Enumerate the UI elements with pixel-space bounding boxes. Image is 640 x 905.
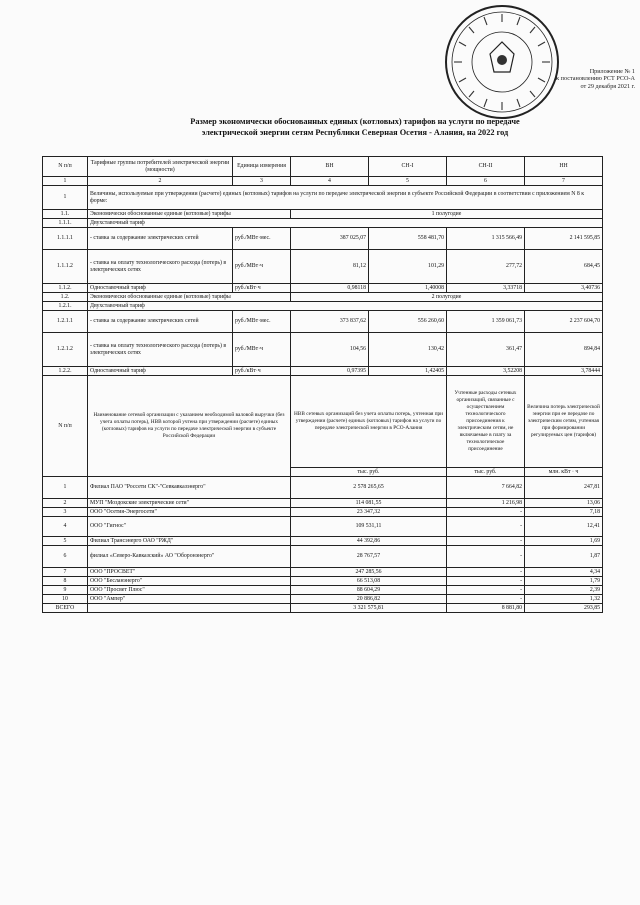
- org-losses: 1,79: [525, 577, 603, 586]
- total-row: [43, 604, 603, 613]
- index-row: [43, 177, 603, 186]
- official-seal: [442, 2, 562, 122]
- row-num: 1.1.2.: [43, 284, 88, 293]
- row-label: Двухставочный тариф: [88, 302, 603, 311]
- title-line-1: Размер экономически обоснованных единых (котловых) тарифов на услуги по передаче: [190, 117, 520, 126]
- header-sn1: СН-I: [369, 157, 447, 177]
- row-label: Одноставочный тариф: [88, 284, 233, 293]
- row-label: - ставка на оплату технологического расхода (потерь) в электрических сетях: [88, 333, 233, 367]
- index-cell: 3: [233, 177, 291, 186]
- value-cell: 3,40736: [525, 284, 603, 293]
- org-num: 3: [43, 508, 88, 517]
- org-nvv: 247 285,56: [291, 568, 447, 577]
- org-expenses: -: [447, 537, 525, 546]
- org-losses: 2,39: [525, 586, 603, 595]
- nvv-expense-header: Учтенные расходы сетевых организаций, связанные с осуществлением технологического присоединения к электрическим сетям, не включаемые в плату за технологическое присоединение: [447, 376, 525, 468]
- org-losses: 1,69: [525, 537, 603, 546]
- row-num: 1.2.1.2: [43, 333, 88, 367]
- value-cell: 101,29: [369, 250, 447, 284]
- section-text: Величины, используемые при утверждении (расчете) единых (котловых) тарифов на услуги по передаче электрической энергии в субъекте Российской Федерации в соответствии с приложением N 8 к форме:: [88, 186, 603, 210]
- value-cell: 1 315 566,49: [447, 228, 525, 250]
- row-label: - ставка за содержание электрических сетей: [88, 311, 233, 333]
- org-num: 6: [43, 546, 88, 568]
- org-expenses: -: [447, 517, 525, 537]
- h1-row: [43, 250, 603, 284]
- org-expenses: -: [447, 508, 525, 517]
- row-num: 1.2.1.: [43, 302, 88, 311]
- org-num: 7: [43, 568, 88, 577]
- org-expenses: 1 216,98: [447, 499, 525, 508]
- title-line-2: электрической энергии сетям Республики Северная Осетия - Алания, на 2022 год: [201, 128, 509, 137]
- org-row: [43, 568, 603, 577]
- org-num: 4: [43, 517, 88, 537]
- row-num: 1.2.: [43, 293, 88, 302]
- value-cell: 1,40008: [369, 284, 447, 293]
- org-nvv: 114 081,55: [291, 499, 447, 508]
- value-cell: 387 025,07: [291, 228, 369, 250]
- org-name: ООО "ПРОСВЕТ": [88, 568, 291, 577]
- nvv-header-row: [43, 376, 603, 468]
- org-losses: 13,06: [525, 499, 603, 508]
- row-unit: руб./кВт·ч: [233, 367, 291, 376]
- index-cell: 1: [43, 177, 88, 186]
- org-losses: 1,32: [525, 595, 603, 604]
- index-cell: 7: [525, 177, 603, 186]
- h1-row: [43, 228, 603, 250]
- value-cell: 81,12: [291, 250, 369, 284]
- nvv-org-header: Наименование сетевой организации с указанием необходимой валовой выручки (без учета оплаты потерь), НВВ которой учтена при утверждении (расчете) единых (котловых) тарифов на услуги по передаче электрической энергии в субъекте Российской Федерации: [88, 376, 291, 477]
- row-unit: руб./МВт·мес.: [233, 311, 291, 333]
- value-cell: 558 481,70: [369, 228, 447, 250]
- org-expenses: -: [447, 577, 525, 586]
- org-name: ООО "Бесланэнерго": [88, 577, 291, 586]
- org-row: [43, 586, 603, 595]
- org-losses: 247,81: [525, 477, 603, 499]
- row-label: - ставка на оплату технологического расхода (потерь) в электрических сетях: [88, 250, 233, 284]
- org-nvv: 44 392,86: [291, 537, 447, 546]
- org-row: [43, 546, 603, 568]
- org-expenses: -: [447, 568, 525, 577]
- org-num: 2: [43, 499, 88, 508]
- row-unit: руб./МВт·мес.: [233, 228, 291, 250]
- value-cell: 894,84: [525, 333, 603, 367]
- org-row: [43, 537, 603, 546]
- value-cell: 0,98118: [291, 284, 369, 293]
- org-name: филиал «Северо-Кавказский» АО "Оборонэнерго": [88, 546, 291, 568]
- org-expenses: 7 664,82: [447, 477, 525, 499]
- table-cell: 1: [43, 186, 88, 210]
- row-num: 1.1.1.1: [43, 228, 88, 250]
- row-label: - ставка за содержание электрических сетей: [88, 228, 233, 250]
- org-expenses: -: [447, 586, 525, 595]
- value-cell: 3,33718: [447, 284, 525, 293]
- org-losses: 4,34: [525, 568, 603, 577]
- header-nn: НН: [525, 157, 603, 177]
- h1-row: [43, 284, 603, 293]
- org-name: Филиал ПАО "Россети СК"-"Севкавказэнерго": [88, 477, 291, 499]
- annex-note: [555, 68, 635, 90]
- org-expenses: -: [447, 595, 525, 604]
- org-num: 9: [43, 586, 88, 595]
- row-label: Экономически обоснованные единые (котловые) тарифы: [88, 293, 291, 302]
- value-cell: 0,97395: [291, 367, 369, 376]
- row-num: 1.2.1.1: [43, 311, 88, 333]
- index-cell: 2: [88, 177, 233, 186]
- org-losses: 1,87: [525, 546, 603, 568]
- total-blank: [88, 604, 291, 613]
- value-cell: 130,42: [369, 333, 447, 367]
- annex-line-2: к постановлению РСТ РСО-А: [556, 75, 635, 83]
- org-nvv: 88 604,29: [291, 586, 447, 595]
- row-label: Одноставочный тариф: [88, 367, 233, 376]
- value-cell: 3,52208: [447, 367, 525, 376]
- org-name: ООО "Просвет Плюс": [88, 586, 291, 595]
- org-row: [43, 477, 603, 499]
- org-num: 8: [43, 577, 88, 586]
- row-unit: руб./МВт·ч: [233, 250, 291, 284]
- h2-row: [43, 311, 603, 333]
- row-unit: руб./МВт·ч: [233, 333, 291, 367]
- value-cell: 2 237 604,70: [525, 311, 603, 333]
- org-nvv: 66 513,08: [291, 577, 447, 586]
- org-num: 5: [43, 537, 88, 546]
- index-cell: 4: [291, 177, 369, 186]
- value-cell: 556 260,60: [369, 311, 447, 333]
- header-sn2: СН-II: [447, 157, 525, 177]
- org-row: [43, 595, 603, 604]
- header-row: [43, 157, 603, 177]
- header-group: Тарифные группы потребителей электрической энергии (мощности): [88, 157, 233, 177]
- org-num: 1: [43, 477, 88, 499]
- org-nvv: 23 347,32: [291, 508, 447, 517]
- nvv-num-header: N п/п: [43, 376, 88, 477]
- nvv-value-header: НВВ сетевых организаций без учета оплаты потерь, учтенная при утверждении (расчете) единых (котловых) тарифов на услуги по передаче электрической энергии в РСО-Алания: [291, 376, 447, 468]
- h1-row: [43, 210, 603, 219]
- annex-line-1: Приложение № 1: [589, 68, 635, 75]
- total-label: ВСЕГО: [43, 604, 88, 613]
- unit-loss: млн. кВт · ч: [525, 468, 603, 477]
- org-nvv: 109 531,11: [291, 517, 447, 537]
- row-num: 1.1.1.: [43, 219, 88, 228]
- row-unit: руб./кВт·ч: [233, 284, 291, 293]
- row-num: 1.2.2.: [43, 367, 88, 376]
- org-name: ООО "Осетия-Энергосети": [88, 508, 291, 517]
- total-losses: 293,85: [525, 604, 603, 613]
- header-num: N п/п: [43, 157, 88, 177]
- row-label: Экономически обоснованные единые (котловые) тарифы: [88, 210, 291, 219]
- h2-row: [43, 302, 603, 311]
- unit-nvv: тыс. руб.: [291, 468, 447, 477]
- row-label: Двухставочный тариф: [88, 219, 603, 228]
- half-year-label: 1 полугодие: [291, 210, 603, 219]
- half-year-label: 2 полугодие: [291, 293, 603, 302]
- org-name: ООО "Ампер": [88, 595, 291, 604]
- org-losses: 7,18: [525, 508, 603, 517]
- org-nvv: 28 767,57: [291, 546, 447, 568]
- annex-line-3: от 29 декабря 2021 г.: [580, 82, 635, 90]
- h2-row: [43, 367, 603, 376]
- header-unit: Единица измерения: [233, 157, 291, 177]
- h1-row: [43, 219, 603, 228]
- h2-row: [43, 293, 603, 302]
- nvv-loss-header: Величина потерь электрической энергии при ее передаче по электрическим сетям, учтенная при формировании регулируемых цен (тарифов): [525, 376, 603, 468]
- value-cell: 1 359 061,73: [447, 311, 525, 333]
- value-cell: 277,72: [447, 250, 525, 284]
- index-cell: 6: [447, 177, 525, 186]
- org-num: 10: [43, 595, 88, 604]
- org-row: [43, 517, 603, 537]
- total-expenses: 8 881,80: [447, 604, 525, 613]
- value-cell: 361,47: [447, 333, 525, 367]
- org-nvv: 20 886,82: [291, 595, 447, 604]
- index-cell: 5: [369, 177, 447, 186]
- org-row: [43, 499, 603, 508]
- header-vn: ВН: [291, 157, 369, 177]
- total-nvv: 3 321 575,81: [291, 604, 447, 613]
- unit-exp: тыс. руб.: [447, 468, 525, 477]
- section-row: [43, 186, 603, 210]
- org-name: Филиал Трансэнерго ОАО "РЖД": [88, 537, 291, 546]
- org-name: МУП "Моздокские электрические сети": [88, 499, 291, 508]
- document-title: [120, 116, 590, 138]
- tariff-table: [42, 156, 603, 613]
- value-cell: 3,78444: [525, 367, 603, 376]
- org-expenses: -: [447, 546, 525, 568]
- row-num: 1.1.1.2: [43, 250, 88, 284]
- value-cell: 2 141 595,85: [525, 228, 603, 250]
- org-name: ООО "Гигнос": [88, 517, 291, 537]
- value-cell: 684,45: [525, 250, 603, 284]
- value-cell: 1,42405: [369, 367, 447, 376]
- value-cell: 373 837,62: [291, 311, 369, 333]
- org-row: [43, 508, 603, 517]
- value-cell: 104,56: [291, 333, 369, 367]
- org-losses: 12,41: [525, 517, 603, 537]
- org-nvv: 2 578 265,65: [291, 477, 447, 499]
- row-num: 1.1.: [43, 210, 88, 219]
- org-row: [43, 577, 603, 586]
- h2-row: [43, 333, 603, 367]
